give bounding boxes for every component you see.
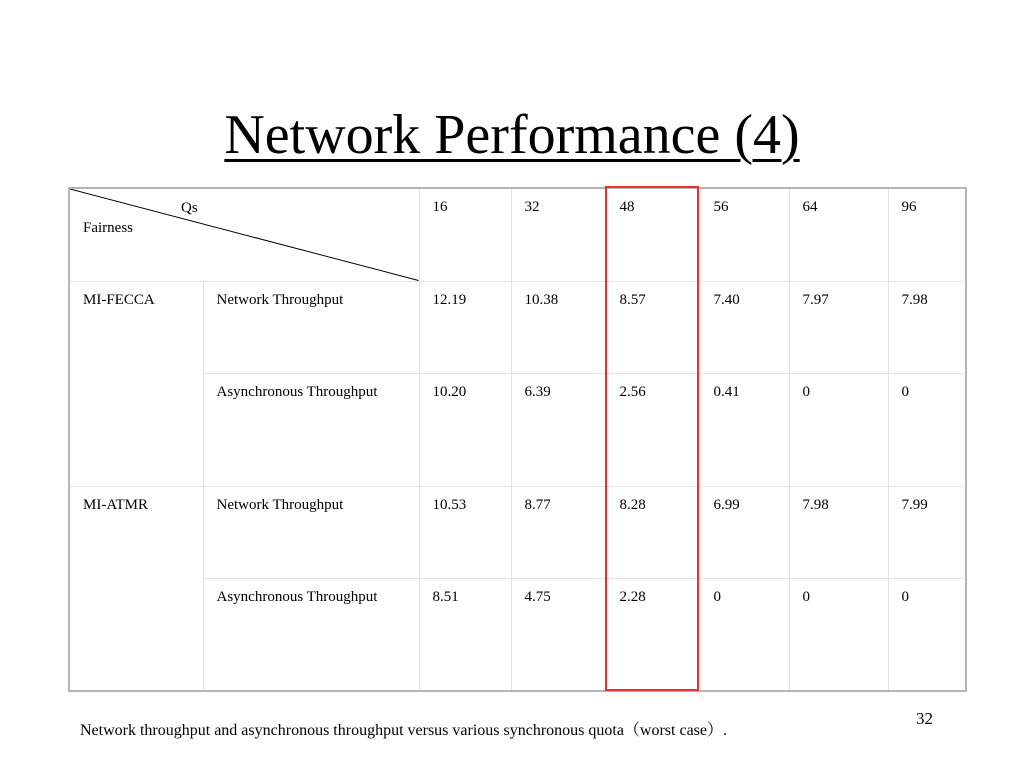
caption: Network throughput and asynchronous throughput versus various synchronous quota（worst case）. bbox=[80, 722, 728, 739]
value-cell: 8.57 bbox=[606, 281, 700, 373]
column-header: 48 bbox=[606, 188, 700, 281]
group-label: MI-ATMR bbox=[69, 486, 203, 691]
column-header: 96 bbox=[888, 188, 966, 281]
table-row bbox=[69, 486, 966, 578]
value-cell: 10.53 bbox=[419, 486, 511, 578]
value-cell: 0 bbox=[888, 578, 966, 691]
column-header: 32 bbox=[511, 188, 606, 281]
value-cell: 0 bbox=[888, 373, 966, 486]
value-cell: 8.77 bbox=[511, 486, 606, 578]
column-header: 64 bbox=[789, 188, 888, 281]
slide-number: 32 bbox=[916, 709, 933, 728]
fairness-label: Fairness bbox=[83, 220, 133, 236]
group-label: MI-FECCA bbox=[69, 281, 203, 486]
value-cell: 7.98 bbox=[888, 281, 966, 373]
value-cell: 2.56 bbox=[606, 373, 700, 486]
column-header: 16 bbox=[419, 188, 511, 281]
table-row bbox=[69, 373, 966, 486]
value-cell: 10.38 bbox=[511, 281, 606, 373]
metric-label: Asynchronous Throughput bbox=[203, 578, 419, 691]
value-cell: 8.28 bbox=[606, 486, 700, 578]
value-cell: 10.20 bbox=[419, 373, 511, 486]
slide-title bbox=[0, 100, 1024, 170]
value-cell: 8.51 bbox=[419, 578, 511, 691]
metric-label: Network Throughput bbox=[203, 281, 419, 373]
corner-header-cell bbox=[69, 188, 419, 281]
header-row bbox=[69, 188, 966, 281]
value-cell: 6.39 bbox=[511, 373, 606, 486]
metric-label: Network Throughput bbox=[203, 486, 419, 578]
slide-title-text: Network Performance (4) bbox=[224, 104, 800, 166]
value-cell: 6.99 bbox=[700, 486, 789, 578]
value-cell: 7.99 bbox=[888, 486, 966, 578]
table-row bbox=[69, 281, 966, 373]
value-cell: 12.19 bbox=[419, 281, 511, 373]
value-cell: 7.98 bbox=[789, 486, 888, 578]
qs-label: Qs bbox=[181, 200, 198, 216]
performance-table bbox=[68, 187, 967, 692]
value-cell: 7.40 bbox=[700, 281, 789, 373]
value-cell: 2.28 bbox=[606, 578, 700, 691]
value-cell: 4.75 bbox=[511, 578, 606, 691]
metric-label: Asynchronous Throughput bbox=[203, 373, 419, 486]
table-row bbox=[69, 578, 966, 691]
value-cell: 0 bbox=[700, 578, 789, 691]
column-header: 56 bbox=[700, 188, 789, 281]
value-cell: 0 bbox=[789, 578, 888, 691]
value-cell: 0 bbox=[789, 373, 888, 486]
value-cell: 7.97 bbox=[789, 281, 888, 373]
value-cell: 0.41 bbox=[700, 373, 789, 486]
